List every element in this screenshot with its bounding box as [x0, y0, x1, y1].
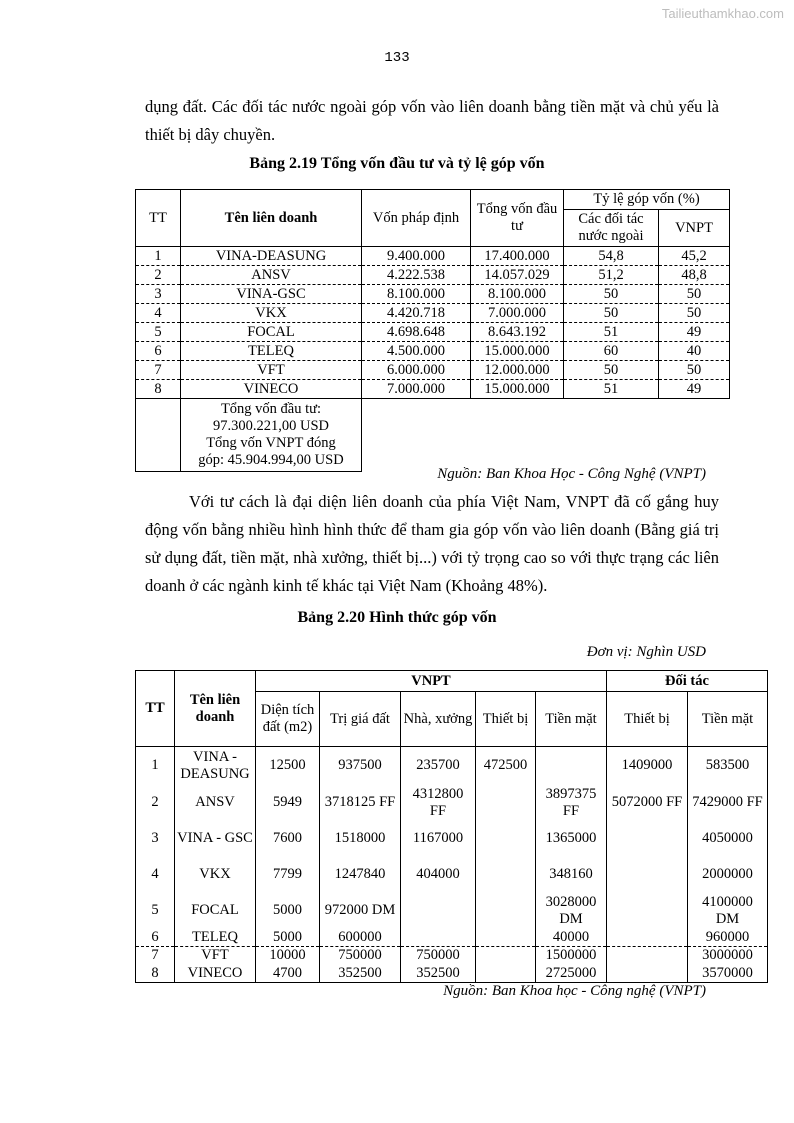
table-row: [136, 342, 730, 361]
table-cell: VINA - GSC: [175, 821, 256, 857]
header-tt: TT: [136, 671, 175, 747]
table-cell: [476, 965, 536, 983]
capital-table: [135, 189, 730, 472]
table-cell: 4.698.648: [362, 323, 471, 342]
table-cell: 4.222.538: [362, 266, 471, 285]
table-cell: 49: [659, 380, 730, 399]
table-cell: VINA-GSC: [181, 285, 362, 304]
table-cell: 4: [136, 304, 181, 323]
table-row: [136, 929, 768, 947]
table-cell: 600000: [320, 929, 401, 947]
table-cell: [607, 965, 688, 983]
table-row: [136, 785, 768, 821]
table-cell: 6: [136, 929, 175, 947]
table-cell: [476, 929, 536, 947]
header-factory: Nhà, xưởng: [401, 692, 476, 747]
paragraph-intro: dụng đất. Các đối tác nước ngoài góp vốn vào liên doanh bằng tiền mặt và chủ yếu là thiết bị dây chuyền.: [145, 97, 719, 144]
header-land-area: Diện tích đất (m2): [256, 692, 320, 747]
table-cell: VINA - DEASUNG: [175, 747, 256, 785]
table2-caption: Bảng 2.20 Hình thức góp vốn: [297, 609, 497, 626]
table-cell: 3897375 FF: [536, 785, 607, 821]
table-cell: 50: [659, 361, 730, 380]
table-cell: [401, 893, 476, 929]
table-cell: 5949: [256, 785, 320, 821]
contribution-form-table: [135, 670, 768, 983]
header-vnpt: VNPT: [256, 671, 607, 692]
table-cell: 45,2: [659, 247, 730, 266]
table-cell: 51: [564, 323, 659, 342]
table-cell: 1409000: [607, 747, 688, 785]
table-cell: VINECO: [181, 380, 362, 399]
table-cell: 348160: [536, 857, 607, 893]
table-cell: [476, 947, 536, 965]
table-cell: 1365000: [536, 821, 607, 857]
table-cell: VKX: [181, 304, 362, 323]
table-cell: 2725000: [536, 965, 607, 983]
header-partner-cash: Tiền mặt: [688, 692, 768, 747]
table-cell: [401, 929, 476, 947]
table-row: [136, 821, 768, 857]
table-row: [136, 965, 768, 983]
table-cell: 960000: [688, 929, 768, 947]
table-cell: 352500: [320, 965, 401, 983]
table-cell: 750000: [320, 947, 401, 965]
header-land-value: Trị giá đất: [320, 692, 401, 747]
table-cell: 50: [564, 304, 659, 323]
table-cell: 50: [659, 285, 730, 304]
table-cell: 235700: [401, 747, 476, 785]
table-cell: 8.100.000: [471, 285, 564, 304]
total-empty-cell: [136, 399, 181, 472]
header-name: Tên liên doanh: [175, 671, 256, 747]
table-cell: [476, 785, 536, 821]
header-name: Tên liên doanh: [181, 190, 362, 247]
table-cell: 5072000 FF: [607, 785, 688, 821]
header-tt: TT: [136, 190, 181, 247]
table-cell: 50: [564, 361, 659, 380]
table-cell: 12.000.000: [471, 361, 564, 380]
table-cell: 10000: [256, 947, 320, 965]
table-cell: [476, 821, 536, 857]
table-row: [136, 747, 768, 785]
table-row: [136, 266, 730, 285]
table-cell: [607, 857, 688, 893]
table-cell: 4050000: [688, 821, 768, 857]
table-cell: 4100000 DM: [688, 893, 768, 929]
table-cell: 15.000.000: [471, 342, 564, 361]
table-cell: 4312800 FF: [401, 785, 476, 821]
table-cell: 51: [564, 380, 659, 399]
table-cell: ANSV: [175, 785, 256, 821]
table-cell: VKX: [175, 857, 256, 893]
table-cell: 4.500.000: [362, 342, 471, 361]
table-cell: 1167000: [401, 821, 476, 857]
table-cell: 6.000.000: [362, 361, 471, 380]
watermark: Tailieuthamkhao.com: [661, 6, 784, 21]
table-cell: 7.000.000: [471, 304, 564, 323]
table-row: [136, 947, 768, 965]
table-cell: TELEQ: [181, 342, 362, 361]
paragraph-body: Với tư cách là đại diện liên doanh của phía Việt Nam, VNPT đã cố gắng huy động vốn bằng nhiều hình hình thức để tham gia góp vốn vào liên doanh (Bằng giá trị sử dụng đất, tiền mặt, nhà xưởng, thiết bị...) với tỷ trọng cao so với thực trạng các liên doanh ở các ngành kinh tế khác tại Việt Nam (Khoảng 48%).: [145, 492, 719, 595]
table-cell: 7: [136, 947, 175, 965]
table-cell: 2: [136, 266, 181, 285]
header-partner: Đối tác: [607, 671, 768, 692]
table-cell: 5000: [256, 929, 320, 947]
table-cell: 3570000: [688, 965, 768, 983]
table1-source: Nguồn: Ban Khoa Học - Công Nghệ (VNPT): [437, 466, 706, 482]
table-cell: 7: [136, 361, 181, 380]
table-cell: VINECO: [175, 965, 256, 983]
table-cell: 472500: [476, 747, 536, 785]
table-cell: 3: [136, 821, 175, 857]
table-cell: 3028000 DM: [536, 893, 607, 929]
table-cell: 4.420.718: [362, 304, 471, 323]
table-cell: 7600: [256, 821, 320, 857]
table-cell: ANSV: [181, 266, 362, 285]
table-cell: 17.400.000: [471, 247, 564, 266]
table-row: [136, 893, 768, 929]
table2-source: Nguồn: Ban Khoa học - Công nghệ (VNPT): [443, 983, 706, 999]
table-cell: 8: [136, 380, 181, 399]
table-cell: 6: [136, 342, 181, 361]
table-cell: 40000: [536, 929, 607, 947]
table-cell: 1247840: [320, 857, 401, 893]
table-row: [136, 380, 730, 399]
table-cell: 3: [136, 285, 181, 304]
header-partners: Các đối tác nước ngoài: [564, 210, 659, 247]
table-cell: 40: [659, 342, 730, 361]
table-cell: 7429000 FF: [688, 785, 768, 821]
header-vnpt: VNPT: [659, 210, 730, 247]
total-line: 97.300.221,00 USD: [212, 418, 329, 434]
table-cell: 4700: [256, 965, 320, 983]
table-cell: TELEQ: [175, 929, 256, 947]
table-cell: 3718125 FF: [320, 785, 401, 821]
table-cell: 5: [136, 893, 175, 929]
header-ratio: Tỷ lệ góp vốn (%): [564, 190, 730, 210]
table-cell: 8: [136, 965, 175, 983]
table-cell: [607, 821, 688, 857]
table-cell: [362, 399, 730, 472]
table-cell: VINA-DEASUNG: [181, 247, 362, 266]
table-cell: 50: [659, 304, 730, 323]
table1-caption: Bảng 2.19 Tổng vốn đầu tư và tỷ lệ góp vốn: [249, 155, 545, 172]
table-row: [136, 247, 730, 266]
table-cell: 937500: [320, 747, 401, 785]
table-cell: 1500000: [536, 947, 607, 965]
table-cell: 60: [564, 342, 659, 361]
header-legal-capital: Vốn pháp định: [362, 190, 471, 247]
table-row: [136, 361, 730, 380]
table-cell: 14.057.029: [471, 266, 564, 285]
total-line: Tổng vốn VNPT đóng: [206, 435, 336, 451]
total-line: Tổng vốn đầu tư:: [220, 401, 322, 417]
header-partner-equipment: Thiết bị: [607, 692, 688, 747]
table-row: [136, 285, 730, 304]
table-cell: [476, 893, 536, 929]
table-cell: 51,2: [564, 266, 659, 285]
table-cell: FOCAL: [175, 893, 256, 929]
total-summary: [181, 399, 362, 472]
table-cell: [476, 857, 536, 893]
table-row: [136, 323, 730, 342]
page-number: 133: [384, 50, 410, 66]
table-cell: 7799: [256, 857, 320, 893]
table-cell: 50: [564, 285, 659, 304]
table-cell: [607, 929, 688, 947]
table-row: [136, 857, 768, 893]
table-cell: 352500: [401, 965, 476, 983]
table-cell: 15.000.000: [471, 380, 564, 399]
header-equipment: Thiết bị: [476, 692, 536, 747]
table-cell: 404000: [401, 857, 476, 893]
table-cell: 8.643.192: [471, 323, 564, 342]
table-cell: 7.000.000: [362, 380, 471, 399]
table-cell: 1518000: [320, 821, 401, 857]
table-cell: 972000 DM: [320, 893, 401, 929]
total-line: góp: 45.904.994,00 USD: [198, 452, 344, 468]
table-cell: 12500: [256, 747, 320, 785]
table-cell: [536, 747, 607, 785]
table-cell: 5000: [256, 893, 320, 929]
table2-unit: Đơn vị: Nghìn USD: [586, 644, 706, 660]
table-cell: 48,8: [659, 266, 730, 285]
table-cell: VFT: [175, 947, 256, 965]
header-total-capital: Tổng vốn đầu tư: [471, 190, 564, 247]
table-cell: 54,8: [564, 247, 659, 266]
table-cell: 1: [136, 747, 175, 785]
table-cell: 2: [136, 785, 175, 821]
table-row: [136, 304, 730, 323]
table-cell: 8.100.000: [362, 285, 471, 304]
table-cell: 1: [136, 247, 181, 266]
header-cash: Tiền mặt: [536, 692, 607, 747]
table-cell: 49: [659, 323, 730, 342]
table-cell: 2000000: [688, 857, 768, 893]
table-cell: 750000: [401, 947, 476, 965]
table-cell: 583500: [688, 747, 768, 785]
table-cell: 5: [136, 323, 181, 342]
table-cell: 4: [136, 857, 175, 893]
table-cell: [607, 947, 688, 965]
table-cell: [607, 893, 688, 929]
table-cell: VFT: [181, 361, 362, 380]
table-cell: 9.400.000: [362, 247, 471, 266]
table-cell: FOCAL: [181, 323, 362, 342]
table-cell: 3000000: [688, 947, 768, 965]
